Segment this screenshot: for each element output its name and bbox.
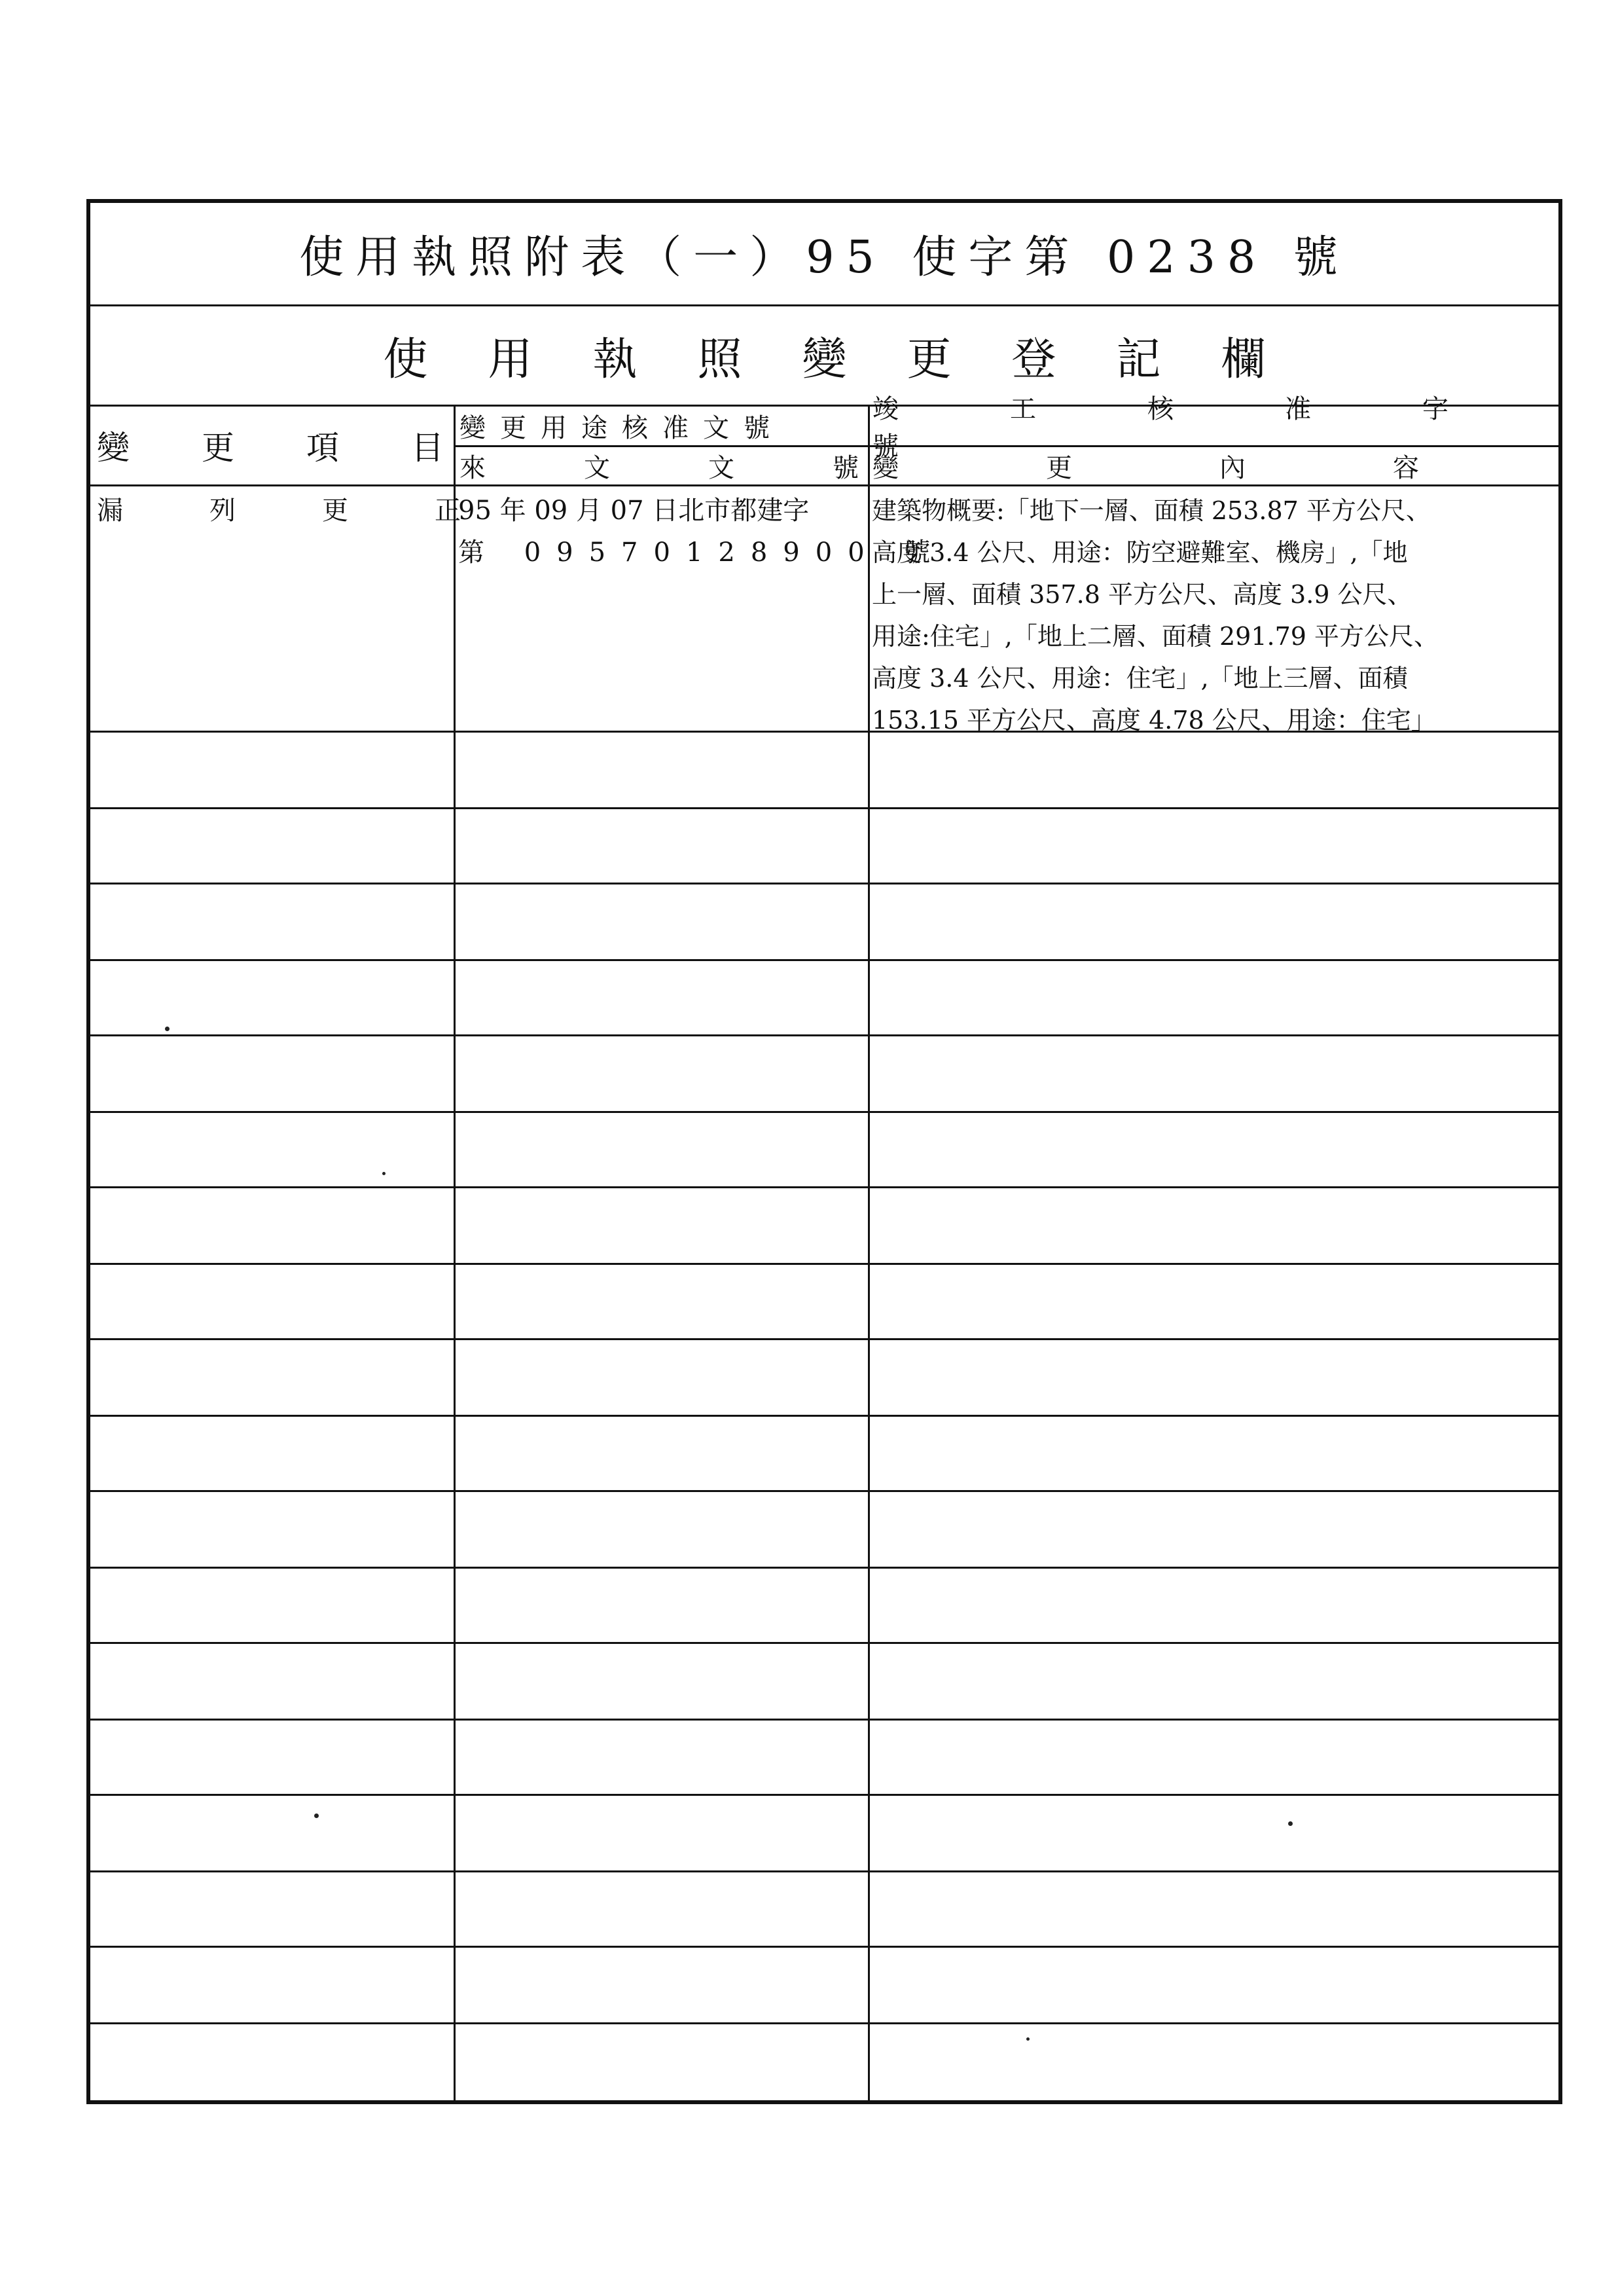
content-line: 上一層、面積 357.8 平方公尺、高度 3.9 公尺、 <box>872 580 1412 609</box>
entry-item: 漏列更正 <box>97 496 547 526</box>
content-line: 高度 3.4 公尺、用途：住宅」,「地上三層、面積 <box>872 664 1408 693</box>
row-divider <box>90 731 1558 733</box>
row-divider <box>90 1794 1558 1796</box>
column-header-change-content: 變更內容 <box>872 452 1566 483</box>
scan-speck <box>314 1813 319 1818</box>
row-divider <box>90 1415 1558 1417</box>
scan-speck <box>382 1172 386 1175</box>
column-header-approval-use-doc: 變更用途核准文號 <box>459 412 784 443</box>
divider <box>90 484 1558 486</box>
content-line: 用途:住宅」,「地上二層、面積 291.79 平方公尺、 <box>872 622 1439 651</box>
column-header-completion-approval: 竣工核准字號 <box>872 394 1560 462</box>
row-divider <box>90 1490 1558 1492</box>
form-subtitle: 使用執照變更登記欄 <box>383 333 1326 386</box>
row-divider <box>90 1186 1558 1188</box>
column-header-item <box>97 406 516 484</box>
row-divider <box>90 1111 1558 1113</box>
form-title: 使用執照附表（一）95 使字第 0238 號 <box>299 232 1350 283</box>
row-divider <box>90 2022 1558 2024</box>
row-divider <box>90 1870 1558 1872</box>
row-divider <box>90 807 1558 809</box>
row-divider <box>90 959 1558 961</box>
row-divider <box>90 1338 1558 1340</box>
row-divider <box>90 1946 1558 1948</box>
license-table <box>86 199 1566 2104</box>
column-header-item-text: 變更項目 <box>97 429 516 467</box>
scan-speck <box>165 1027 170 1031</box>
row-divider <box>90 1642 1558 1644</box>
row-divider <box>90 883 1558 884</box>
row-divider <box>90 1567 1558 1569</box>
content-line: 高度 3.4 公尺、用途：防空避難室、機房」,「地 <box>872 538 1408 567</box>
column-header-incoming-doc: 來文文號 <box>459 452 957 483</box>
entry-doc-line-2: 第 09570128900 號 <box>458 538 946 568</box>
scan-speck <box>1026 2037 1030 2041</box>
row-divider <box>90 1034 1558 1036</box>
entry-doc-line-1: 95 年 09 月 07 日北市都建字 <box>458 496 810 526</box>
column-divider <box>454 405 456 2100</box>
content-line: 建築物概要:「地下一層、面積 253.87 平方公尺、 <box>872 496 1431 525</box>
row-divider <box>90 1263 1558 1265</box>
row-divider <box>90 1719 1558 1721</box>
column-divider <box>868 405 870 2100</box>
scan-speck <box>1288 1821 1293 1826</box>
content-line: 153.15 平方公尺、高度 4.78 公尺、用途：住宅」 <box>872 706 1436 735</box>
entry-change-content <box>872 490 1562 741</box>
